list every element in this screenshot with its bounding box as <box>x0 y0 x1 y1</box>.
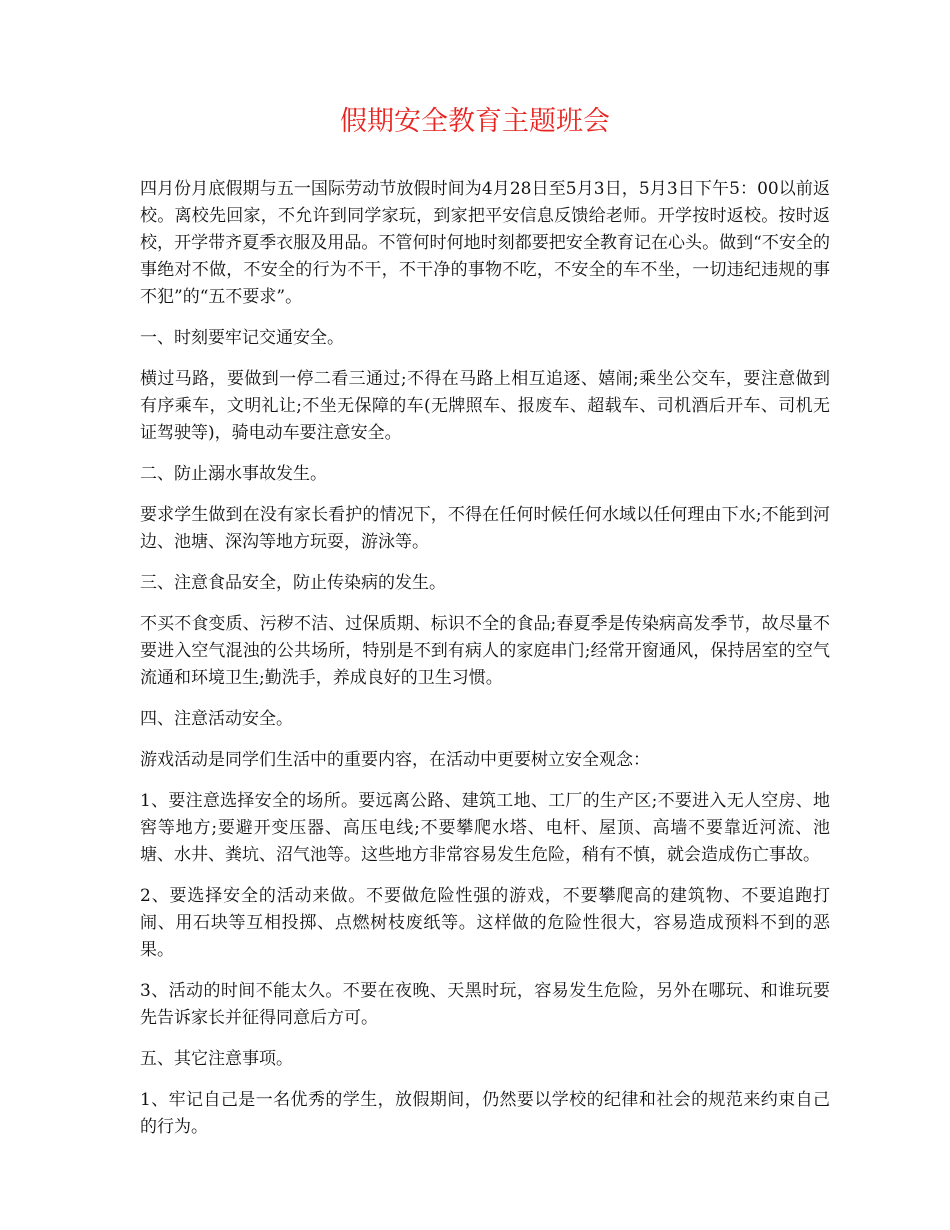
section-heading-other: 五、其它注意事项。 <box>140 1049 293 1069</box>
activity-item-3: 3、活动的时间不能太久。不要在夜晚、天黑时玩，容易发生危险，另外在哪玩、和谁玩要先告诉家长并征得同意后方可。 <box>140 981 830 1028</box>
document-body <box>140 176 830 1155</box>
activity-intro-paragraph: 游戏活动是同学们生活中的重要内容，在活动中更要树立安全观念： <box>140 750 650 770</box>
traffic-paragraph: 横过马路，要做到一停二看三通过;不得在马路上相互追逐、嬉闹;乘坐公交车，要注意做到有序乘车，文明礼让;不坐无保障的车(无牌照车、报废车、超载车、司机酒后开车、司机无证驾驶等)，骑电动车要注意安全。 <box>140 369 830 443</box>
section-heading-drowning: 二、防止溺水事故发生。 <box>140 464 327 484</box>
section-heading-traffic: 一、时刻要牢记交通安全。 <box>140 328 344 348</box>
document-title: 假期安全教育主题班会 <box>340 106 610 137</box>
activity-item-1: 1、要注意选择安全的场所。要远离公路、建筑工地、工厂的生产区;不要进入无人空房、地窖等地方;要避开变压器、高压电线;不要攀爬水塔、电杆、屋顶、高墙不要靠近河流、池塘、水井、粪坑、沼气池等。这些地方非常容易发生危险，稍有不慎，就会造成伤亡事故。 <box>140 791 830 865</box>
activity-item-2: 2、要选择安全的活动来做。不要做危险性强的游戏，不要攀爬高的建筑物、不要追跑打闹、用石块等互相投掷、点燃树枝废纸等。这样做的危险性很大，容易造成预料不到的恶果。 <box>140 886 830 960</box>
other-item-1: 1、牢记自己是一名优秀的学生，放假期间，仍然要以学校的纪律和社会的规范来约束自己的行为。 <box>140 1090 830 1137</box>
section-heading-activity: 四、注意活动安全。 <box>140 709 293 729</box>
intro-paragraph: 四月份月底假期与五一国际劳动节放假时间为4月28日至5月3日，5月3日下午5：00以前返校。离校先回家，不允许到同学家玩，到家把平安信息反馈给老师。开学按时返校。按时返校，开学带齐夏季衣服及用品。不管何时何地时刻都要把安全教育记在心头。做到“不安全的事绝对不做，不安全的行为不干，不干净的事物不吃，不安全的车不坐，一切违纪违规的事不犯”的“五不要求”。 <box>140 179 830 307</box>
drowning-paragraph: 要求学生做到在没有家长看护的情况下，不得在任何时候任何水域以任何理由下水;不能到河边、池塘、深沟等地方玩耍，游泳等。 <box>140 505 830 552</box>
section-heading-food: 三、注意食品安全，防止传染病的发生。 <box>140 573 446 593</box>
food-paragraph: 不买不食变质、污秽不洁、过保质期、标识不全的食品;春夏季是传染病高发季节，故尽量不要进入空气混浊的公共场所，特别是不到有病人的家庭串门;经常开窗通风，保持居室的空气流通和环境卫生;勤洗手，养成良好的卫生习惯。 <box>140 614 830 688</box>
